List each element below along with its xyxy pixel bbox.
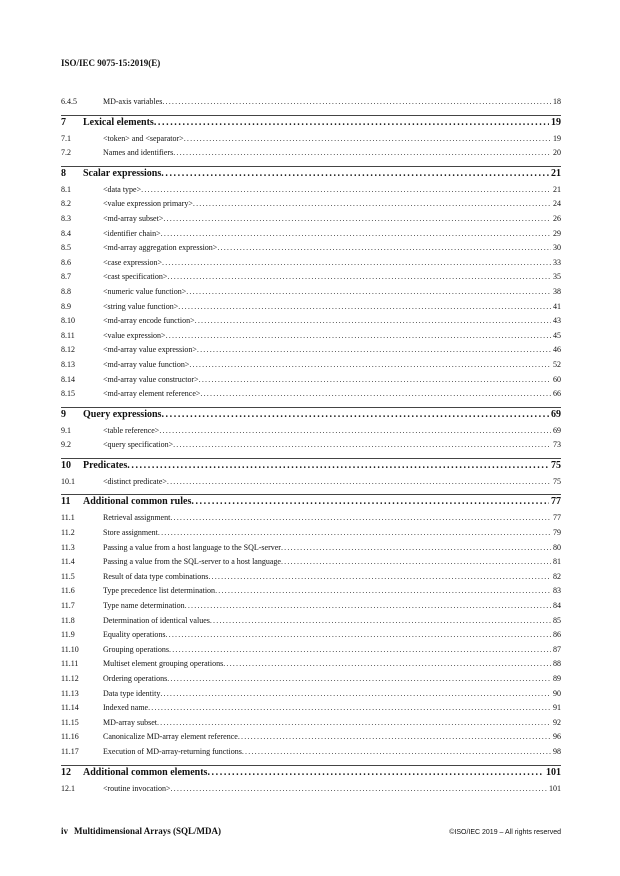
toc-entry-title: <data type> <box>103 184 142 194</box>
toc-entry-title: Passing a value from the SQL-server to a host language <box>103 557 281 567</box>
toc-entry-title: Passing a value from a host language to the SQL-server <box>103 542 281 552</box>
toc-entry-title: <string value function> <box>103 301 179 311</box>
toc-dot-leader <box>158 528 551 537</box>
footer-left <box>61 826 221 836</box>
toc-entry[interactable] <box>61 513 561 528</box>
toc-entry[interactable] <box>61 659 561 674</box>
toc-dot-leader <box>173 148 551 157</box>
document-title: Multidimensional Arrays (SQL/MDA) <box>74 826 222 836</box>
toc-entry-page: 52 <box>553 359 561 369</box>
toc-entry-title: <md-array encode function> <box>103 316 195 326</box>
toc-entry[interactable] <box>61 557 561 572</box>
toc-entry-number: 8.4 <box>61 228 71 238</box>
toc-entry[interactable] <box>61 784 561 799</box>
toc-entry-title: Grouping operations <box>103 644 169 654</box>
toc-entry-page: 91 <box>553 703 561 713</box>
toc-entry[interactable] <box>61 645 561 660</box>
toc-entry-number: 8.10 <box>61 316 75 326</box>
toc-entry-page: 85 <box>553 615 561 625</box>
toc-entry-number: 9.2 <box>61 440 71 450</box>
toc-entry-title: Equality operations <box>103 630 166 640</box>
toc-entry-page: 79 <box>553 528 561 538</box>
toc-entry-title: Names and identifiers <box>103 148 174 158</box>
document-header: ISO/IEC 9075-15:2019(E) <box>61 58 161 68</box>
toc-entry-page: 77 <box>553 513 561 523</box>
toc-section-entry[interactable] <box>61 458 561 477</box>
toc-entry-title: <md-array value constructor> <box>103 374 199 384</box>
copyright-notice: ©ISO/IEC 2019 – All rights reserved <box>449 829 561 836</box>
toc-entry-page: 18 <box>553 97 561 106</box>
toc-entry[interactable] <box>61 302 561 317</box>
toc-entry-title: <md-array value function> <box>103 359 190 369</box>
toc-entry-page: 81 <box>553 557 561 567</box>
toc-entry-number: 11.16 <box>61 732 79 742</box>
toc-entry-page: 84 <box>553 601 561 611</box>
toc-entry-page: 88 <box>553 659 561 669</box>
toc-entry-number: 11.2 <box>61 528 75 538</box>
toc-entry-page: 96 <box>553 732 561 742</box>
toc-entry-number: 11.10 <box>61 644 79 654</box>
toc-entry-page: 86 <box>553 630 561 640</box>
toc-entry-page: 38 <box>553 286 561 296</box>
toc-dot-leader <box>238 732 551 741</box>
toc-entry-title: Canonicalize MD-array element reference <box>103 732 238 742</box>
toc-dot-leader <box>191 496 549 507</box>
toc-entry-title: Indexed name <box>103 703 149 713</box>
toc-entry[interactable] <box>61 543 561 558</box>
toc-entry-number: 10.1 <box>61 476 75 486</box>
toc-dot-leader <box>169 645 551 654</box>
toc-entry-number: 11.6 <box>61 586 75 596</box>
table-of-contents <box>61 97 561 798</box>
toc-entry-number: 11.5 <box>61 571 75 581</box>
toc-entry-number: 11 <box>61 496 71 508</box>
toc-entry-title: <distinct predicate> <box>103 476 167 486</box>
toc-entry[interactable] <box>61 287 561 302</box>
toc-entry-title: Result of data type combinations <box>103 571 209 581</box>
toc-entry-page: 92 <box>553 717 561 727</box>
toc-entry[interactable] <box>61 199 561 214</box>
toc-section-entry[interactable] <box>61 765 561 784</box>
toc-entry-title: <value expression primary> <box>103 199 193 209</box>
toc-entry[interactable] <box>61 331 561 346</box>
toc-entry[interactable] <box>61 674 561 689</box>
toc-entry-number: 8 <box>61 167 66 179</box>
toc-entry-number: 11.1 <box>61 513 75 523</box>
toc-entry-number: 10 <box>61 459 71 471</box>
toc-entry[interactable] <box>61 747 561 762</box>
toc-entry-number: 8.14 <box>61 374 75 384</box>
toc-entry-page: 60 <box>553 374 561 384</box>
toc-entry[interactable] <box>61 345 561 360</box>
toc-dot-leader <box>170 784 547 793</box>
toc-entry-page: 33 <box>553 257 561 267</box>
toc-entry-page: 21 <box>553 184 561 194</box>
toc-entry-title: <query specification> <box>103 440 174 450</box>
toc-entry-title: Retrieval assignment <box>103 513 171 523</box>
toc-section-entry[interactable] <box>61 166 561 185</box>
toc-entry[interactable] <box>61 718 561 733</box>
toc-entry-number: 11.15 <box>61 717 79 727</box>
toc-entry-page: 20 <box>553 148 561 158</box>
toc-dot-leader <box>173 440 551 449</box>
toc-entry-title: <cast specification> <box>103 272 168 282</box>
toc-entry-page: 19 <box>551 116 561 128</box>
toc-dot-leader <box>157 718 551 727</box>
toc-entry-page: 45 <box>553 330 561 340</box>
toc-entry-number: 11.3 <box>61 542 75 552</box>
toc-entry-title: Ordering operations <box>103 674 168 683</box>
toc-dot-leader <box>161 409 549 420</box>
toc-entry-page: 35 <box>553 272 561 282</box>
toc-entry-title: MD-axis variables <box>103 97 163 106</box>
toc-entry[interactable] <box>61 616 561 631</box>
toc-entry-page: 87 <box>553 644 561 654</box>
toc-entry-title: <md-array aggregation expression> <box>103 243 218 253</box>
toc-dot-leader <box>166 331 551 340</box>
toc-entry-number: 8.11 <box>61 330 75 340</box>
toc-entry-page: 75 <box>553 476 561 486</box>
toc-dot-leader <box>160 689 551 698</box>
toc-entry[interactable] <box>61 272 561 287</box>
toc-dot-leader <box>161 229 551 238</box>
toc-dot-leader <box>184 134 551 143</box>
toc-entry-number: 11.9 <box>61 630 75 640</box>
toc-entry-number: 7.1 <box>61 133 71 143</box>
toc-entry-number: 8.2 <box>61 199 71 209</box>
toc-entry-title: <token> and <separator> <box>103 133 184 143</box>
toc-dot-leader <box>162 258 551 267</box>
toc-dot-leader <box>217 243 551 252</box>
toc-entry-title: MD-array subset <box>103 717 157 727</box>
toc-entry-page: 24 <box>553 199 561 209</box>
toc-dot-leader <box>281 557 551 566</box>
toc-entry[interactable] <box>61 134 561 149</box>
toc-entry-title: <identifier chain> <box>103 228 161 238</box>
toc-entry-title: <md-array element reference> <box>103 389 201 399</box>
toc-entry[interactable] <box>61 258 561 273</box>
toc-entry-number: 12 <box>61 766 71 778</box>
toc-entry[interactable] <box>61 97 561 112</box>
toc-section-entry[interactable] <box>61 494 561 513</box>
toc-entry-title: <table reference> <box>103 425 160 435</box>
toc-entry[interactable] <box>61 601 561 616</box>
toc-dot-leader <box>208 572 551 581</box>
toc-entry-page: 73 <box>553 440 561 450</box>
toc-entry-title: <md-array subset> <box>103 213 164 223</box>
toc-entry[interactable] <box>61 389 561 404</box>
toc-dot-leader <box>199 375 551 384</box>
toc-entry-page: 82 <box>553 571 561 581</box>
toc-dot-leader <box>189 360 551 369</box>
toc-entry-page: 75 <box>551 459 561 471</box>
toc-dot-leader <box>163 214 551 223</box>
page-footer <box>61 826 561 836</box>
toc-section-entry[interactable] <box>61 115 561 134</box>
toc-entry-number: 11.14 <box>61 703 79 713</box>
toc-dot-leader <box>195 316 551 325</box>
toc-entry-number: 11.7 <box>61 601 75 611</box>
toc-entry-page: 26 <box>553 213 561 223</box>
toc-entry[interactable] <box>61 185 561 200</box>
toc-entry-number: 8.8 <box>61 286 71 296</box>
toc-entry-page: 19 <box>553 133 561 143</box>
toc-entry[interactable] <box>61 528 561 543</box>
toc-entry-title: <case expression> <box>103 257 163 267</box>
toc-entry-page: 98 <box>553 746 561 756</box>
toc-entry-number: 11.4 <box>61 557 75 567</box>
toc-entry-number: 8.1 <box>61 184 71 194</box>
toc-entry-title: <md-array value expression> <box>103 345 197 355</box>
toc-entry-number: 11.8 <box>61 615 75 625</box>
toc-entry-number: 11.13 <box>61 688 79 698</box>
toc-dot-leader <box>193 199 551 208</box>
toc-dot-leader <box>242 747 551 756</box>
toc-entry-number: 11.11 <box>61 659 79 669</box>
toc-entry-number: 9.1 <box>61 425 71 435</box>
toc-dot-leader <box>161 168 549 179</box>
toc-entry[interactable] <box>61 229 561 244</box>
toc-dot-leader <box>154 117 549 128</box>
toc-dot-leader <box>186 287 551 296</box>
toc-entry[interactable] <box>61 148 561 163</box>
toc-entry[interactable] <box>61 732 561 747</box>
toc-entry[interactable] <box>61 440 561 455</box>
toc-entry-page: 43 <box>553 316 561 326</box>
toc-entry-title: Execution of MD-array-returning functions <box>103 746 242 756</box>
toc-entry-page: 41 <box>553 301 561 311</box>
toc-entry[interactable] <box>61 572 561 587</box>
toc-entry-page: 101 <box>549 783 561 793</box>
toc-section-entry[interactable] <box>61 407 561 426</box>
toc-dot-leader <box>178 302 551 311</box>
toc-dot-leader <box>170 513 551 522</box>
toc-entry-number: 8.3 <box>61 213 71 223</box>
toc-entry-page: 83 <box>553 586 561 596</box>
toc-entry-page: 90 <box>553 688 561 698</box>
toc-entry-number: 8.13 <box>61 359 75 369</box>
toc-entry-title: <value expression> <box>103 330 166 340</box>
toc-entry-page: 80 <box>553 542 561 552</box>
toc-dot-leader <box>197 345 551 354</box>
toc-dot-leader <box>200 389 551 398</box>
toc-entry-page: 89 <box>553 674 561 683</box>
toc-entry-title: Additional common rules <box>83 496 192 508</box>
toc-entry[interactable] <box>61 689 561 704</box>
toc-entry-number: 8.6 <box>61 257 71 267</box>
toc-dot-leader <box>207 767 544 778</box>
toc-entry-title: Type name determination <box>103 601 185 611</box>
toc-entry-title: Scalar expressions <box>83 167 162 179</box>
toc-entry-title: Multiset element grouping operations <box>103 659 224 669</box>
toc-entry-title: Type precedence list determination <box>103 586 216 596</box>
toc-dot-leader <box>215 586 551 595</box>
toc-entry-number: 11.12 <box>61 674 79 683</box>
toc-entry-number: 8.5 <box>61 243 71 253</box>
toc-entry-number: 8.12 <box>61 345 75 355</box>
toc-dot-leader <box>223 659 551 668</box>
toc-entry-title: <numeric value function> <box>103 286 187 296</box>
toc-entry-number: 7.2 <box>61 148 71 158</box>
toc-entry-number: 6.4.5 <box>61 97 77 106</box>
toc-dot-leader <box>210 616 551 625</box>
toc-entry-number: 12.1 <box>61 783 75 793</box>
toc-entry[interactable] <box>61 243 561 258</box>
toc-dot-leader <box>141 185 551 194</box>
toc-entry-page: 66 <box>553 389 561 399</box>
toc-entry-page: 30 <box>553 243 561 253</box>
toc-entry-title: Data type identity <box>103 688 161 698</box>
toc-dot-leader <box>148 703 551 712</box>
toc-dot-leader <box>127 460 549 471</box>
toc-entry-title: Additional common elements <box>83 766 208 778</box>
toc-entry[interactable] <box>61 360 561 375</box>
toc-entry[interactable] <box>61 477 561 492</box>
toc-entry-number: 11.17 <box>61 746 79 756</box>
toc-entry-page: 69 <box>551 408 561 420</box>
toc-entry[interactable] <box>61 316 561 331</box>
toc-entry-number: 8.7 <box>61 272 71 282</box>
toc-entry[interactable] <box>61 703 561 718</box>
toc-entry-title: <routine invocation> <box>103 783 171 793</box>
toc-dot-leader <box>167 674 551 683</box>
toc-entry-page: 21 <box>551 167 561 179</box>
toc-dot-leader <box>167 477 551 486</box>
toc-entry-title: Predicates <box>83 459 128 471</box>
toc-entry[interactable] <box>61 586 561 601</box>
toc-dot-leader <box>159 426 551 435</box>
toc-entry[interactable] <box>61 214 561 229</box>
toc-entry-page: 77 <box>551 496 561 508</box>
toc-entry-title: Lexical elements <box>83 116 154 128</box>
toc-dot-leader <box>281 543 551 552</box>
toc-entry[interactable] <box>61 426 561 441</box>
toc-entry-page: 69 <box>553 425 561 435</box>
toc-entry-page: 46 <box>553 345 561 355</box>
toc-dot-leader <box>185 601 551 610</box>
toc-entry-number: 7 <box>61 116 66 128</box>
toc-entry-number: 9 <box>61 408 66 420</box>
toc-entry[interactable] <box>61 630 561 645</box>
toc-entry-number: 8.9 <box>61 301 71 311</box>
toc-entry-title: Store assignment <box>103 528 158 538</box>
toc-entry-page: 29 <box>553 228 561 238</box>
toc-dot-leader <box>167 272 551 281</box>
toc-entry-number: 8.15 <box>61 389 75 399</box>
toc-entry-title: Determination of identical values <box>103 615 210 625</box>
toc-dot-leader <box>165 630 551 639</box>
toc-entry-title: Query expressions <box>83 408 162 420</box>
toc-entry[interactable] <box>61 375 561 390</box>
page-number: iv <box>61 826 69 836</box>
toc-dot-leader <box>162 97 551 106</box>
toc-entry-page: 101 <box>546 766 561 778</box>
